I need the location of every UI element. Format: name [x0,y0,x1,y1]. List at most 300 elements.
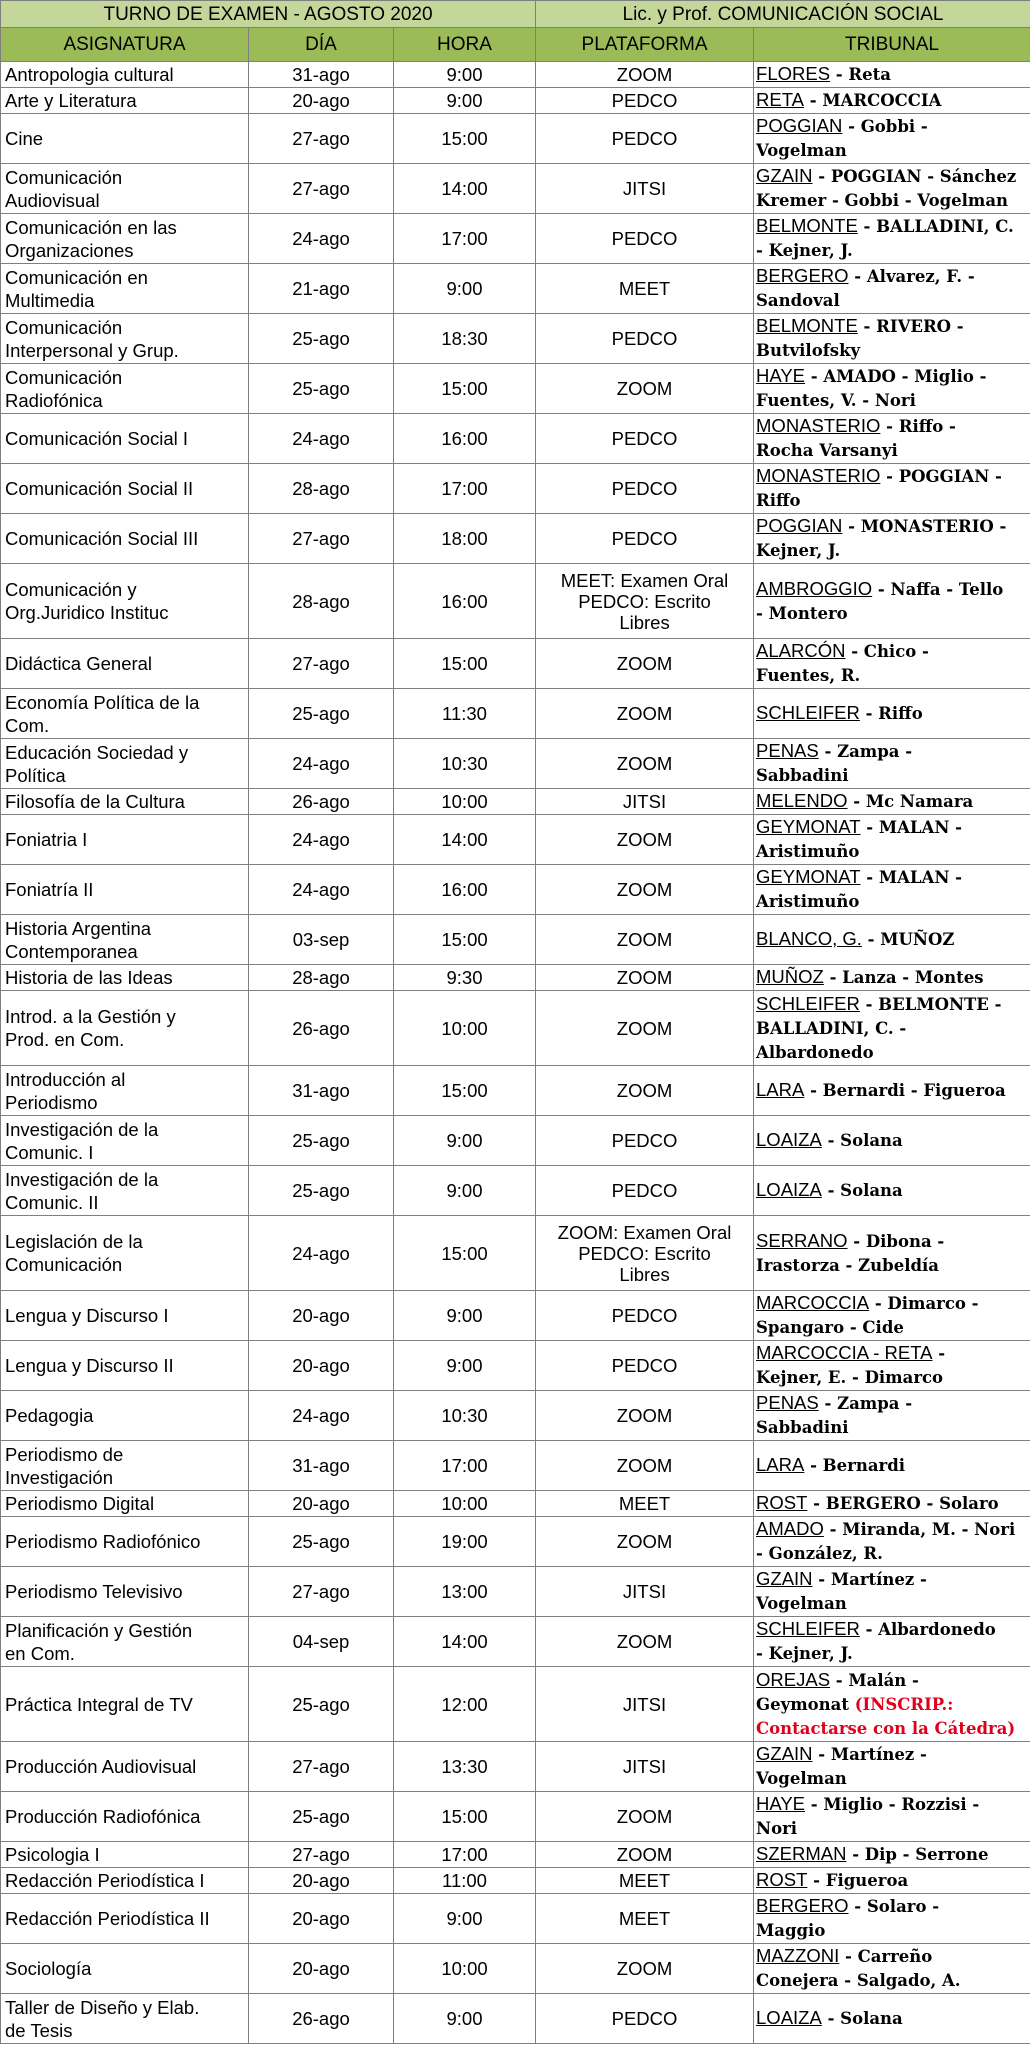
cell-tribunal [754,1842,1030,1868]
cell-asignatura: Educación Sociedad y Política [1,739,249,789]
table-row [1,114,1030,164]
tribunal-president: ROST [756,1492,808,1513]
tribunal-president: SCHLEIFER [756,702,860,723]
table-row [1,514,1030,564]
tribunal-members: - POGGIAN - Riffo [756,467,1002,510]
cell-asignatura: Antropologia cultural [1,62,249,88]
cell-hora: 16:00 [394,564,536,639]
tribunal-members: - Mc Namara [847,792,974,811]
cell-dia: 25-ago [249,1667,394,1742]
tribunal-members: - Solana [821,1131,903,1150]
table-row [1,915,1030,965]
cell-plataforma: ZOOM: Examen Oral PEDCO: Escrito Libres [536,1216,754,1291]
cell-asignatura: Cine [1,114,249,164]
cell-dia: 28-ago [249,965,394,991]
tribunal-members: - Solana [821,2009,903,2028]
cell-tribunal [754,564,1030,639]
cell-plataforma: PEDCO [536,1341,754,1391]
table-row [1,815,1030,865]
cell-hora: 15:00 [394,1216,536,1291]
cell-tribunal [754,88,1030,114]
cell-tribunal [754,1441,1030,1491]
tribunal-members: - MONASTERIO - Kejner, J. [756,517,1007,560]
cell-hora: 9:00 [394,1994,536,2044]
table-row [1,865,1030,915]
cell-asignatura: Didáctica General [1,639,249,689]
cell-dia: 20-ago [249,1944,394,1994]
cell-hora: 9:00 [394,1291,536,1341]
cell-plataforma: ZOOM [536,1842,754,1868]
cell-plataforma: ZOOM [536,915,754,965]
cell-plataforma: ZOOM [536,1944,754,1994]
tribunal-president: GZAIN [756,1568,813,1589]
cell-hora: 17:00 [394,464,536,514]
cell-tribunal [754,1567,1030,1617]
cell-asignatura: Comunicación Social I [1,414,249,464]
cell-plataforma: ZOOM [536,1517,754,1567]
column-header-hora: HORA [394,28,536,62]
cell-dia: 25-ago [249,364,394,414]
cell-hora: 15:00 [394,114,536,164]
tribunal-president: LARA [756,1079,805,1100]
tribunal-members: - MALAN - Aristimuño [756,868,962,911]
cell-dia: 20-ago [249,1291,394,1341]
cell-dia: 20-ago [249,1491,394,1517]
cell-asignatura: Economía Política de la Com. [1,689,249,739]
cell-plataforma: ZOOM [536,991,754,1066]
tribunal-president: PENAS [756,1392,819,1413]
cell-hora: 10:00 [394,1491,536,1517]
cell-hora: 9:00 [394,1116,536,1166]
cell-dia: 24-ago [249,815,394,865]
cell-hora: 9:30 [394,965,536,991]
cell-asignatura: Sociología [1,1944,249,1994]
cell-asignatura: Foniatria I [1,815,249,865]
cell-plataforma: ZOOM [536,639,754,689]
cell-hora: 9:00 [394,1894,536,1944]
cell-dia: 21-ago [249,264,394,314]
cell-plataforma: ZOOM [536,865,754,915]
tribunal-members: - Martínez - Vogelman [756,1570,927,1613]
cell-tribunal [754,1491,1030,1517]
tribunal-president: LOAIZA [756,1179,822,1200]
table-row [1,1441,1030,1491]
tribunal-members: - Chico - Fuentes, R. [756,642,929,685]
tribunal-members: - Albardonedo - Kejner, J. [756,1620,996,1663]
cell-asignatura: Arte y Literatura [1,88,249,114]
cell-hora: 16:00 [394,865,536,915]
cell-plataforma: ZOOM [536,1441,754,1491]
table-row [1,1617,1030,1667]
tribunal-president: BELMONTE [756,215,858,236]
cell-dia: 20-ago [249,1894,394,1944]
cell-plataforma: PEDCO [536,414,754,464]
cell-dia: 26-ago [249,1994,394,2044]
cell-plataforma: MEET [536,1868,754,1894]
cell-plataforma: PEDCO [536,88,754,114]
tribunal-members: - Martínez - Vogelman [756,1745,927,1788]
table-row [1,1517,1030,1567]
cell-plataforma: ZOOM [536,1792,754,1842]
cell-asignatura: Legislación de la Comunicación [1,1216,249,1291]
cell-hora: 16:00 [394,414,536,464]
table-row [1,1116,1030,1166]
cell-dia: 25-ago [249,1517,394,1567]
cell-tribunal [754,965,1030,991]
cell-tribunal [754,865,1030,915]
cell-dia: 28-ago [249,564,394,639]
cell-dia: 03-sep [249,915,394,965]
tribunal-members: - Dip - Serrone [846,1845,989,1864]
table-row [1,1291,1030,1341]
cell-dia: 27-ago [249,639,394,689]
tribunal-president: HAYE [756,365,806,386]
cell-tribunal [754,1216,1030,1291]
tribunal-members: - Solana [821,1181,903,1200]
cell-tribunal [754,1166,1030,1216]
cell-tribunal [754,689,1030,739]
cell-asignatura: Comunicación Audiovisual [1,164,249,214]
table-row [1,1792,1030,1842]
cell-plataforma: PEDCO [536,514,754,564]
tribunal-members: - Zampa - Sabbadini [756,1394,913,1437]
cell-asignatura: Comunicación Radiofónica [1,364,249,414]
column-header-plataforma: PLATAFORMA [536,28,754,62]
cell-tribunal [754,314,1030,364]
cell-tribunal [754,464,1030,514]
cell-plataforma: ZOOM [536,1617,754,1667]
cell-hora: 9:00 [394,1341,536,1391]
cell-plataforma: JITSI [536,1567,754,1617]
cell-asignatura: Comunicación y Org.Juridico Instituc [1,564,249,639]
cell-dia: 24-ago [249,214,394,264]
cell-asignatura: Pedagogia [1,1391,249,1441]
cell-dia: 24-ago [249,1391,394,1441]
cell-plataforma: JITSI [536,789,754,815]
tribunal-members: - Carreño Conejera - Salgado, A. [756,1947,961,1990]
table-row [1,88,1030,114]
cell-asignatura: Comunicación en las Organizaciones [1,214,249,264]
tribunal-members: - MUÑOZ [861,930,955,949]
cell-plataforma: JITSI [536,164,754,214]
cell-dia: 25-ago [249,314,394,364]
cell-plataforma: MEET: Examen Oral PEDCO: Escrito Libres [536,564,754,639]
cell-dia: 24-ago [249,865,394,915]
cell-asignatura: Comunicación en Multimedia [1,264,249,314]
cell-tribunal [754,1291,1030,1341]
cell-tribunal [754,414,1030,464]
table-row [1,214,1030,264]
tribunal-president: BLANCO, G. [756,928,862,949]
cell-dia: 04-sep [249,1617,394,1667]
cell-tribunal [754,1667,1030,1742]
cell-asignatura: Foniatría II [1,865,249,915]
tribunal-president: BERGERO [756,1895,849,1916]
cell-hora: 11:00 [394,1868,536,1894]
cell-dia: 27-ago [249,114,394,164]
cell-dia: 25-ago [249,1116,394,1166]
tribunal-members: - RIVERO - Butvilofsky [756,317,964,360]
table-row [1,164,1030,214]
cell-asignatura: Historia Argentina Contemporanea [1,915,249,965]
cell-plataforma: PEDCO [536,214,754,264]
cell-tribunal [754,1792,1030,1842]
cell-plataforma: ZOOM [536,1066,754,1116]
tribunal-members: - Solaro - Maggio [756,1897,940,1940]
tribunal-members: - Zampa - Sabbadini [756,742,913,785]
cell-asignatura: Práctica Integral de TV [1,1667,249,1742]
table-row [1,1842,1030,1868]
banner-row [1,1,1030,28]
cell-tribunal [754,991,1030,1066]
cell-hora: 15:00 [394,915,536,965]
table-row [1,789,1030,815]
table-row [1,464,1030,514]
tribunal-president: LOAIZA [756,2007,822,2028]
tribunal-president: MONASTERIO [756,465,881,486]
table-row [1,1066,1030,1116]
tribunal-president: RETA [756,89,804,110]
cell-hora: 17:00 [394,1441,536,1491]
cell-asignatura: Redacción Periodística I [1,1868,249,1894]
cell-dia: 20-ago [249,1341,394,1391]
table-row [1,1944,1030,1994]
cell-asignatura: Introducción al Periodismo [1,1066,249,1116]
tribunal-president: LARA [756,1454,805,1475]
cell-dia: 24-ago [249,739,394,789]
tribunal-president: POGGIAN [756,515,843,536]
cell-asignatura: Comunicación Social II [1,464,249,514]
cell-hora: 10:30 [394,739,536,789]
cell-dia: 31-ago [249,1441,394,1491]
cell-dia: 26-ago [249,789,394,815]
tribunal-members: - Reta [830,65,891,84]
cell-dia: 25-ago [249,1166,394,1216]
tribunal-president: FLORES [756,63,831,84]
cell-tribunal [754,364,1030,414]
career-title: Lic. y Prof. COMUNICACIÓN SOCIAL [536,1,1030,28]
cell-tribunal [754,1066,1030,1116]
cell-dia: 24-ago [249,1216,394,1291]
cell-hora: 11:30 [394,689,536,739]
table-row [1,639,1030,689]
table-row [1,1994,1030,2044]
tribunal-members: - Miranda, M. - Nori - González, R. [756,1520,1016,1563]
cell-dia: 27-ago [249,514,394,564]
cell-hora: 10:30 [394,1391,536,1441]
tribunal-members: - Bernardi [804,1456,906,1475]
cell-tribunal [754,1868,1030,1894]
cell-tribunal [754,1617,1030,1667]
tribunal-members: - BALLADINI, C. - Kejner, J. [756,217,1014,260]
cell-tribunal [754,514,1030,564]
cell-tribunal [754,62,1030,88]
tribunal-members: - Figueroa [807,1871,909,1890]
cell-plataforma: PEDCO [536,114,754,164]
cell-tribunal [754,1742,1030,1792]
cell-tribunal [754,1116,1030,1166]
cell-hora: 17:00 [394,214,536,264]
cell-hora: 9:00 [394,62,536,88]
tribunal-members: - Lanza - Montes [823,968,984,987]
tribunal-president: ROST [756,1869,808,1890]
table-row [1,1491,1030,1517]
table-row [1,414,1030,464]
cell-asignatura: Periodismo Digital [1,1491,249,1517]
table-row [1,739,1030,789]
cell-hora: 14:00 [394,1617,536,1667]
cell-hora: 10:00 [394,1944,536,1994]
cell-tribunal [754,164,1030,214]
tribunal-president: SCHLEIFER [756,992,860,1014]
tribunal-president: SERRANO [756,1229,848,1251]
cell-asignatura: Periodismo Televisivo [1,1567,249,1617]
cell-hora: 10:00 [394,789,536,815]
tribunal-president: ALARCÓN [756,640,846,661]
cell-plataforma: PEDCO [536,1291,754,1341]
table-row [1,1667,1030,1742]
cell-hora: 9:00 [394,264,536,314]
cell-hora: 18:00 [394,514,536,564]
cell-asignatura: Investigación de la Comunic. II [1,1166,249,1216]
cell-tribunal [754,1994,1030,2044]
cell-asignatura: Planificación y Gestión en Com. [1,1617,249,1667]
tribunal-president: SCHLEIFER [756,1618,860,1639]
cell-hora: 15:00 [394,639,536,689]
tribunal-members: - POGGIAN - Sánchez Kremer - Gobbi - Vogelman [756,167,1017,210]
cell-asignatura: Periodismo de Investigación [1,1441,249,1491]
tribunal-members: - Dibona - Irastorza - Zubeldía [756,1231,945,1275]
cell-hora: 9:00 [394,88,536,114]
cell-plataforma: ZOOM [536,364,754,414]
cell-tribunal [754,1944,1030,1994]
table-row [1,1868,1030,1894]
table-row [1,1894,1030,1944]
cell-dia: 25-ago [249,1792,394,1842]
cell-dia: 27-ago [249,1567,394,1617]
cell-hora: 15:00 [394,1792,536,1842]
cell-dia: 31-ago [249,1066,394,1116]
cell-asignatura: Producción Radiofónica [1,1792,249,1842]
tribunal-president: MAZZONI [756,1945,840,1966]
cell-dia: 28-ago [249,464,394,514]
column-header-asignatura: ASIGNATURA [1,28,249,62]
tribunal-president: HAYE [756,1793,806,1814]
cell-tribunal [754,815,1030,865]
cell-tribunal [754,739,1030,789]
tribunal-members: - AMADO - Miglio - Fuentes, V. - Nori [756,367,987,410]
column-header-row [1,28,1030,62]
cell-hora: 10:00 [394,991,536,1066]
tribunal-members: - Bernardi - Figueroa [804,1081,1006,1100]
cell-dia: 20-ago [249,88,394,114]
column-header-tribunal: TRIBUNAL [754,28,1030,62]
tribunal-president: GEYMONAT [756,816,861,837]
tribunal-president: GZAIN [756,165,813,186]
cell-tribunal [754,639,1030,689]
exam-period-title: TURNO DE EXAMEN - AGOSTO 2020 [1,1,536,28]
cell-hora: 19:00 [394,1517,536,1567]
table-row [1,264,1030,314]
tribunal-members: - Miglio - Rozzisi - Nori [756,1795,980,1838]
cell-dia: 27-ago [249,1842,394,1868]
tribunal-members: - Naffa - Tello - Montero [756,579,1004,623]
tribunal-president: MARCOCCIA - RETA [756,1342,933,1363]
cell-tribunal [754,114,1030,164]
tribunal-members: - Riffo - Rocha Varsanyi [756,417,956,460]
schedule-rows [1,62,1030,2044]
table-row [1,1742,1030,1792]
tribunal-members: - Gobbi - Vogelman [756,117,928,160]
cell-plataforma: MEET [536,1491,754,1517]
cell-hora: 12:00 [394,1667,536,1742]
tribunal-president: AMBROGGIO [756,577,873,599]
cell-plataforma: PEDCO [536,1994,754,2044]
cell-tribunal [754,1341,1030,1391]
table-row [1,1391,1030,1441]
cell-tribunal [754,915,1030,965]
cell-plataforma: MEET [536,1894,754,1944]
tribunal-president: OREJAS [756,1668,831,1690]
cell-hora: 14:00 [394,164,536,214]
tribunal-president: GZAIN [756,1743,813,1764]
tribunal-president: GEYMONAT [756,866,861,887]
cell-dia: 27-ago [249,1742,394,1792]
cell-plataforma: ZOOM [536,689,754,739]
cell-plataforma: MEET [536,264,754,314]
table-row [1,965,1030,991]
tribunal-president: MARCOCCIA [756,1292,870,1313]
cell-dia: 27-ago [249,164,394,214]
cell-tribunal [754,1894,1030,1944]
cell-plataforma: JITSI [536,1667,754,1742]
cell-asignatura: Lengua y Discurso I [1,1291,249,1341]
table-row [1,1567,1030,1617]
tribunal-president: MONASTERIO [756,415,881,436]
cell-hora: 15:00 [394,1066,536,1116]
cell-tribunal [754,264,1030,314]
column-header-dia: DÍA [249,28,394,62]
table-row [1,1341,1030,1391]
cell-asignatura: Periodismo Radiofónico [1,1517,249,1567]
table-row [1,62,1030,88]
cell-plataforma: PEDCO [536,1116,754,1166]
tribunal-president: AMADO [756,1518,824,1539]
table-row [1,564,1030,639]
cell-asignatura: Producción Audiovisual [1,1742,249,1792]
cell-hora: 18:30 [394,314,536,364]
tribunal-president: SZERMAN [756,1843,847,1864]
cell-plataforma: PEDCO [536,1166,754,1216]
table-row [1,689,1030,739]
cell-asignatura: Comunicación Interpersonal y Grup. [1,314,249,364]
cell-dia: 20-ago [249,1868,394,1894]
cell-tribunal [754,1391,1030,1441]
table-row [1,314,1030,364]
tribunal-president: PENAS [756,740,819,761]
cell-asignatura: Historia de las Ideas [1,965,249,991]
table-row [1,364,1030,414]
cell-asignatura: Investigación de la Comunic. I [1,1116,249,1166]
tribunal-president: LOAIZA [756,1129,822,1150]
cell-plataforma: ZOOM [536,815,754,865]
table-row [1,1216,1030,1291]
cell-hora: 17:00 [394,1842,536,1868]
table-row [1,991,1030,1066]
cell-asignatura: Introd. a la Gestión y Prod. en Com. [1,991,249,1066]
cell-hora: 15:00 [394,364,536,414]
cell-tribunal [754,214,1030,264]
